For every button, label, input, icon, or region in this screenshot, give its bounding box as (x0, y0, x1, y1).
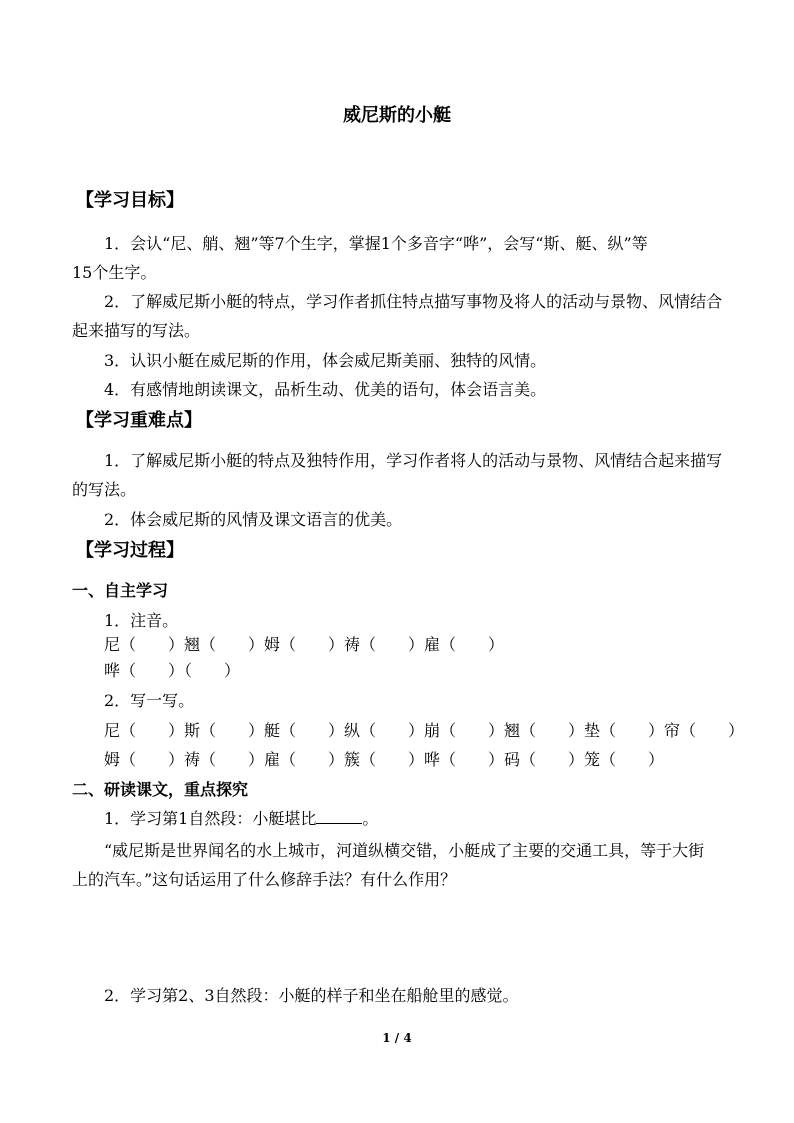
objective-1-line1: 1．会认“尼、艄、翘”等7个生字，掌握1个多音字“哗”，会写“斯、艇、纵”等 (104, 234, 648, 253)
part2-q1 (104, 809, 378, 829)
process-heading: 【学习过程】 (76, 540, 184, 561)
objective-1-line2: 15个生字。 (72, 263, 157, 282)
keypoint-2: 2．体会威尼斯的风情及课文语言的优美。 (104, 510, 403, 529)
objective-3: 3．认识小艇在威尼斯的作用，体会威尼斯美丽、独特的风情。 (104, 351, 547, 370)
part2-heading: 二、研读课文，重点探究 (72, 780, 249, 799)
part1-q2: 2．写一写。 (104, 691, 195, 710)
part2-quote-line2: 上的汽车。”这句话运用了什么修辞手法？有什么作用？ (72, 870, 457, 889)
part2-quote-line1: “威尼斯是世界闻名的水上城市，河道纵横交错，小艇成了主要的交通工具，等于大街 (104, 841, 705, 860)
objective-2-line2: 起来描写的写法。 (72, 321, 201, 340)
keypoint-1-line1: 1．了解威尼斯小艇的特点及独特作用，学习作者将人的活动与景物、风情结合起来描写 (104, 451, 723, 470)
keypoints-heading: 【学习重难点】 (76, 410, 202, 431)
part2-q1-suffix: 。 (362, 809, 379, 828)
objectives-heading: 【学习目标】 (76, 190, 184, 211)
part1-heading: 一、自主学习 (72, 581, 169, 600)
part1-q2-row2: 姆（ ）祷（ ）雇（ ）簇（ ）哗（ ）码（ ）笼（ ） (104, 750, 665, 769)
part1-q1-row2: 哗（ ）（ ） (104, 661, 241, 680)
objective-2-line1: 2．了解威尼斯小艇的特点，学习作者抓住特点描写事物及将人的活动与景物、风情结合 (104, 292, 723, 311)
part1-q1-row1: 尼（ ）翘（ ）姆（ ）祷（ ）雇（ ） (104, 635, 505, 654)
part2-q1-prefix: 1．学习第1自然段：小艇堪比 (104, 809, 317, 828)
page-number: 1 / 4 (382, 1031, 412, 1045)
part1-q2-row1: 尼（ ）斯（ ）艇（ ）纵（ ）崩（ ）翘（ ）垫（ ）帘（ ） (104, 721, 745, 740)
objective-4: 4．有感情地朗读课文，品析生动、优美的语句，体会语言美。 (104, 380, 547, 399)
answer-blank (316, 809, 362, 824)
part2-q2: 2．学习第2、3自然段：小艇的样子和坐在船舱里的感觉。 (104, 986, 519, 1005)
page-title: 威尼斯的小艇 (343, 105, 451, 126)
keypoint-1-line2: 的写法。 (72, 480, 137, 499)
part1-q1: 1．注音。 (104, 611, 179, 630)
